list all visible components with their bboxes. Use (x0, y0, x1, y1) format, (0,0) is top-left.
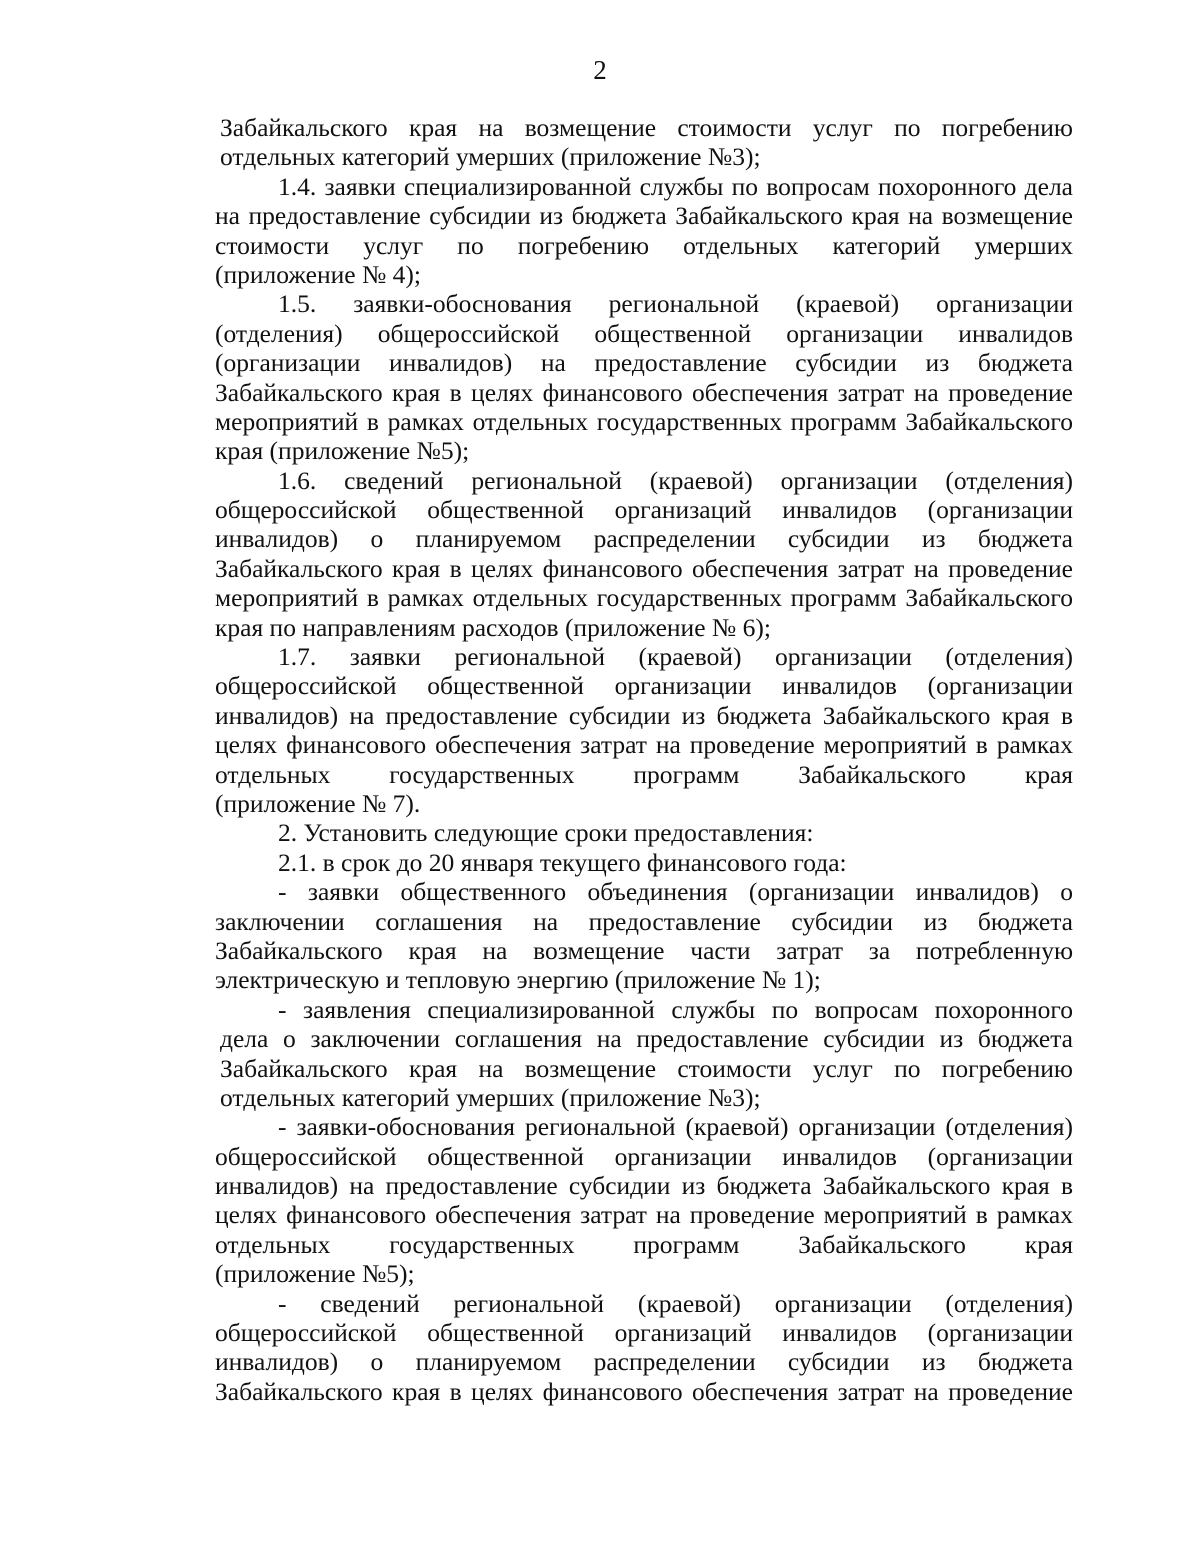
text-line: 1.4. заявки специализированной службы по вопросам похоронного дела (278, 171, 1073, 201)
bullet-3 (215, 1112, 1073, 1288)
text-line: целях финансового обеспечения затрат на проведение мероприятий в рамках (215, 730, 1073, 760)
text-line: инвалидов) о планируемом распределении субсидии из бюджета (215, 1347, 1073, 1377)
text-line: общероссийской общественной организации инвалидов (организации (215, 671, 1073, 701)
text-line: отдельных категорий умерших (приложение №3); (220, 142, 761, 172)
text-line: - сведений региональной (краевой) организации (отделения) (278, 1288, 1073, 1318)
text-line: - заявления специализированной службы по вопросам похоронного (278, 994, 1073, 1024)
text-line: инвалидов) о планируемом распределении субсидии из бюджета (215, 524, 1073, 554)
text-line: (приложение № 7). (215, 788, 421, 818)
bullet-2 (215, 995, 1073, 1113)
text-line: 1.6. сведений региональной (краевой) организации (отделения) (278, 465, 1073, 495)
text-line: (отделения) общероссийской общественной организации инвалидов (215, 318, 1073, 348)
text-line: Забайкальского края в целях финансового обеспечения затрат на проведение (215, 1376, 1073, 1406)
text-line: целях финансового обеспечения затрат на проведение мероприятий в рамках (215, 1200, 1073, 1230)
text-line: (приложение №5); (215, 1259, 415, 1289)
text-line: (приложение № 4); (215, 259, 421, 289)
text-line: (организации инвалидов) на предоставление субсидии из бюджета (215, 348, 1073, 378)
text-line: электрическую и тепловую энергию (приложение № 1); (215, 965, 821, 995)
text-line: - заявки-обоснования региональной (краевой) организации (отделения) (278, 1112, 1073, 1142)
paragraph-2-1 (215, 848, 1073, 877)
paragraph-1-4 (215, 172, 1073, 290)
text-line: отдельных государственных программ Забайкальского края (215, 1229, 1073, 1259)
text-line: на предоставление субсидии из бюджета Забайкальского края на возмещение (215, 201, 1073, 231)
paragraph-continuation (215, 113, 1073, 172)
text-line: отдельных категорий умерших (приложение №3); (220, 1082, 761, 1112)
text-line: Забайкальского края в целях финансового обеспечения затрат на проведение (215, 553, 1073, 583)
paragraph-2 (215, 818, 1073, 847)
text-line: заключении соглашения на предоставление субсидии из бюджета (215, 906, 1073, 936)
text-line: 2. Установить следующие сроки предоставления: (278, 818, 814, 848)
text-line: Забайкальского края на возмещение части затрат за потребленную (215, 935, 1073, 965)
paragraph-1-6 (215, 466, 1073, 642)
text-line: Забайкальского края на возмещение стоимости услуг по погребению (220, 113, 1073, 142)
bullet-4 (215, 1289, 1073, 1407)
text-line: - заявки общественного объединения (организации инвалидов) о (278, 877, 1073, 907)
paragraph-1-7 (215, 642, 1073, 818)
bullet-1 (215, 877, 1073, 995)
text-line: дела о заключении соглашения на предоставление субсидии из бюджета (220, 1024, 1073, 1054)
text-line: стоимости услуг по погребению отдельных категорий умерших (215, 230, 1073, 260)
text-line: Забайкальского края на возмещение стоимости услуг по погребению (220, 1053, 1073, 1083)
page-number: 2 (593, 55, 607, 85)
text-line: общероссийской общественной организаций инвалидов (организации (215, 1318, 1073, 1348)
text-line: Забайкальского края в целях финансового обеспечения затрат на проведение (215, 377, 1073, 407)
text-line: мероприятий в рамках отдельных государственных программ Забайкальского (215, 406, 1073, 436)
text-line: края (приложение №5); (215, 436, 470, 466)
document-body (215, 113, 1073, 1406)
text-line: края по направлениям расходов (приложение № 6); (215, 612, 771, 642)
paragraph-1-5 (215, 289, 1073, 465)
text-line: общероссийской общественной организаций инвалидов (организации (215, 495, 1073, 525)
text-line: общероссийской общественной организации инвалидов (организации (215, 1141, 1073, 1171)
text-line: инвалидов) на предоставление субсидии из бюджета Забайкальского края в (215, 1171, 1073, 1201)
text-line: 1.5. заявки-обоснования региональной (краевой) организации (278, 289, 1073, 319)
text-line: отдельных государственных программ Забайкальского края (215, 759, 1073, 789)
text-line: мероприятий в рамках отдельных государственных программ Забайкальского (215, 583, 1073, 613)
text-line: 2.1. в срок до 20 января текущего финансового года: (278, 847, 847, 877)
text-line: инвалидов) на предоставление субсидии из бюджета Забайкальского края в (215, 700, 1073, 730)
text-line: 1.7. заявки региональной (краевой) организации (отделения) (278, 642, 1073, 672)
